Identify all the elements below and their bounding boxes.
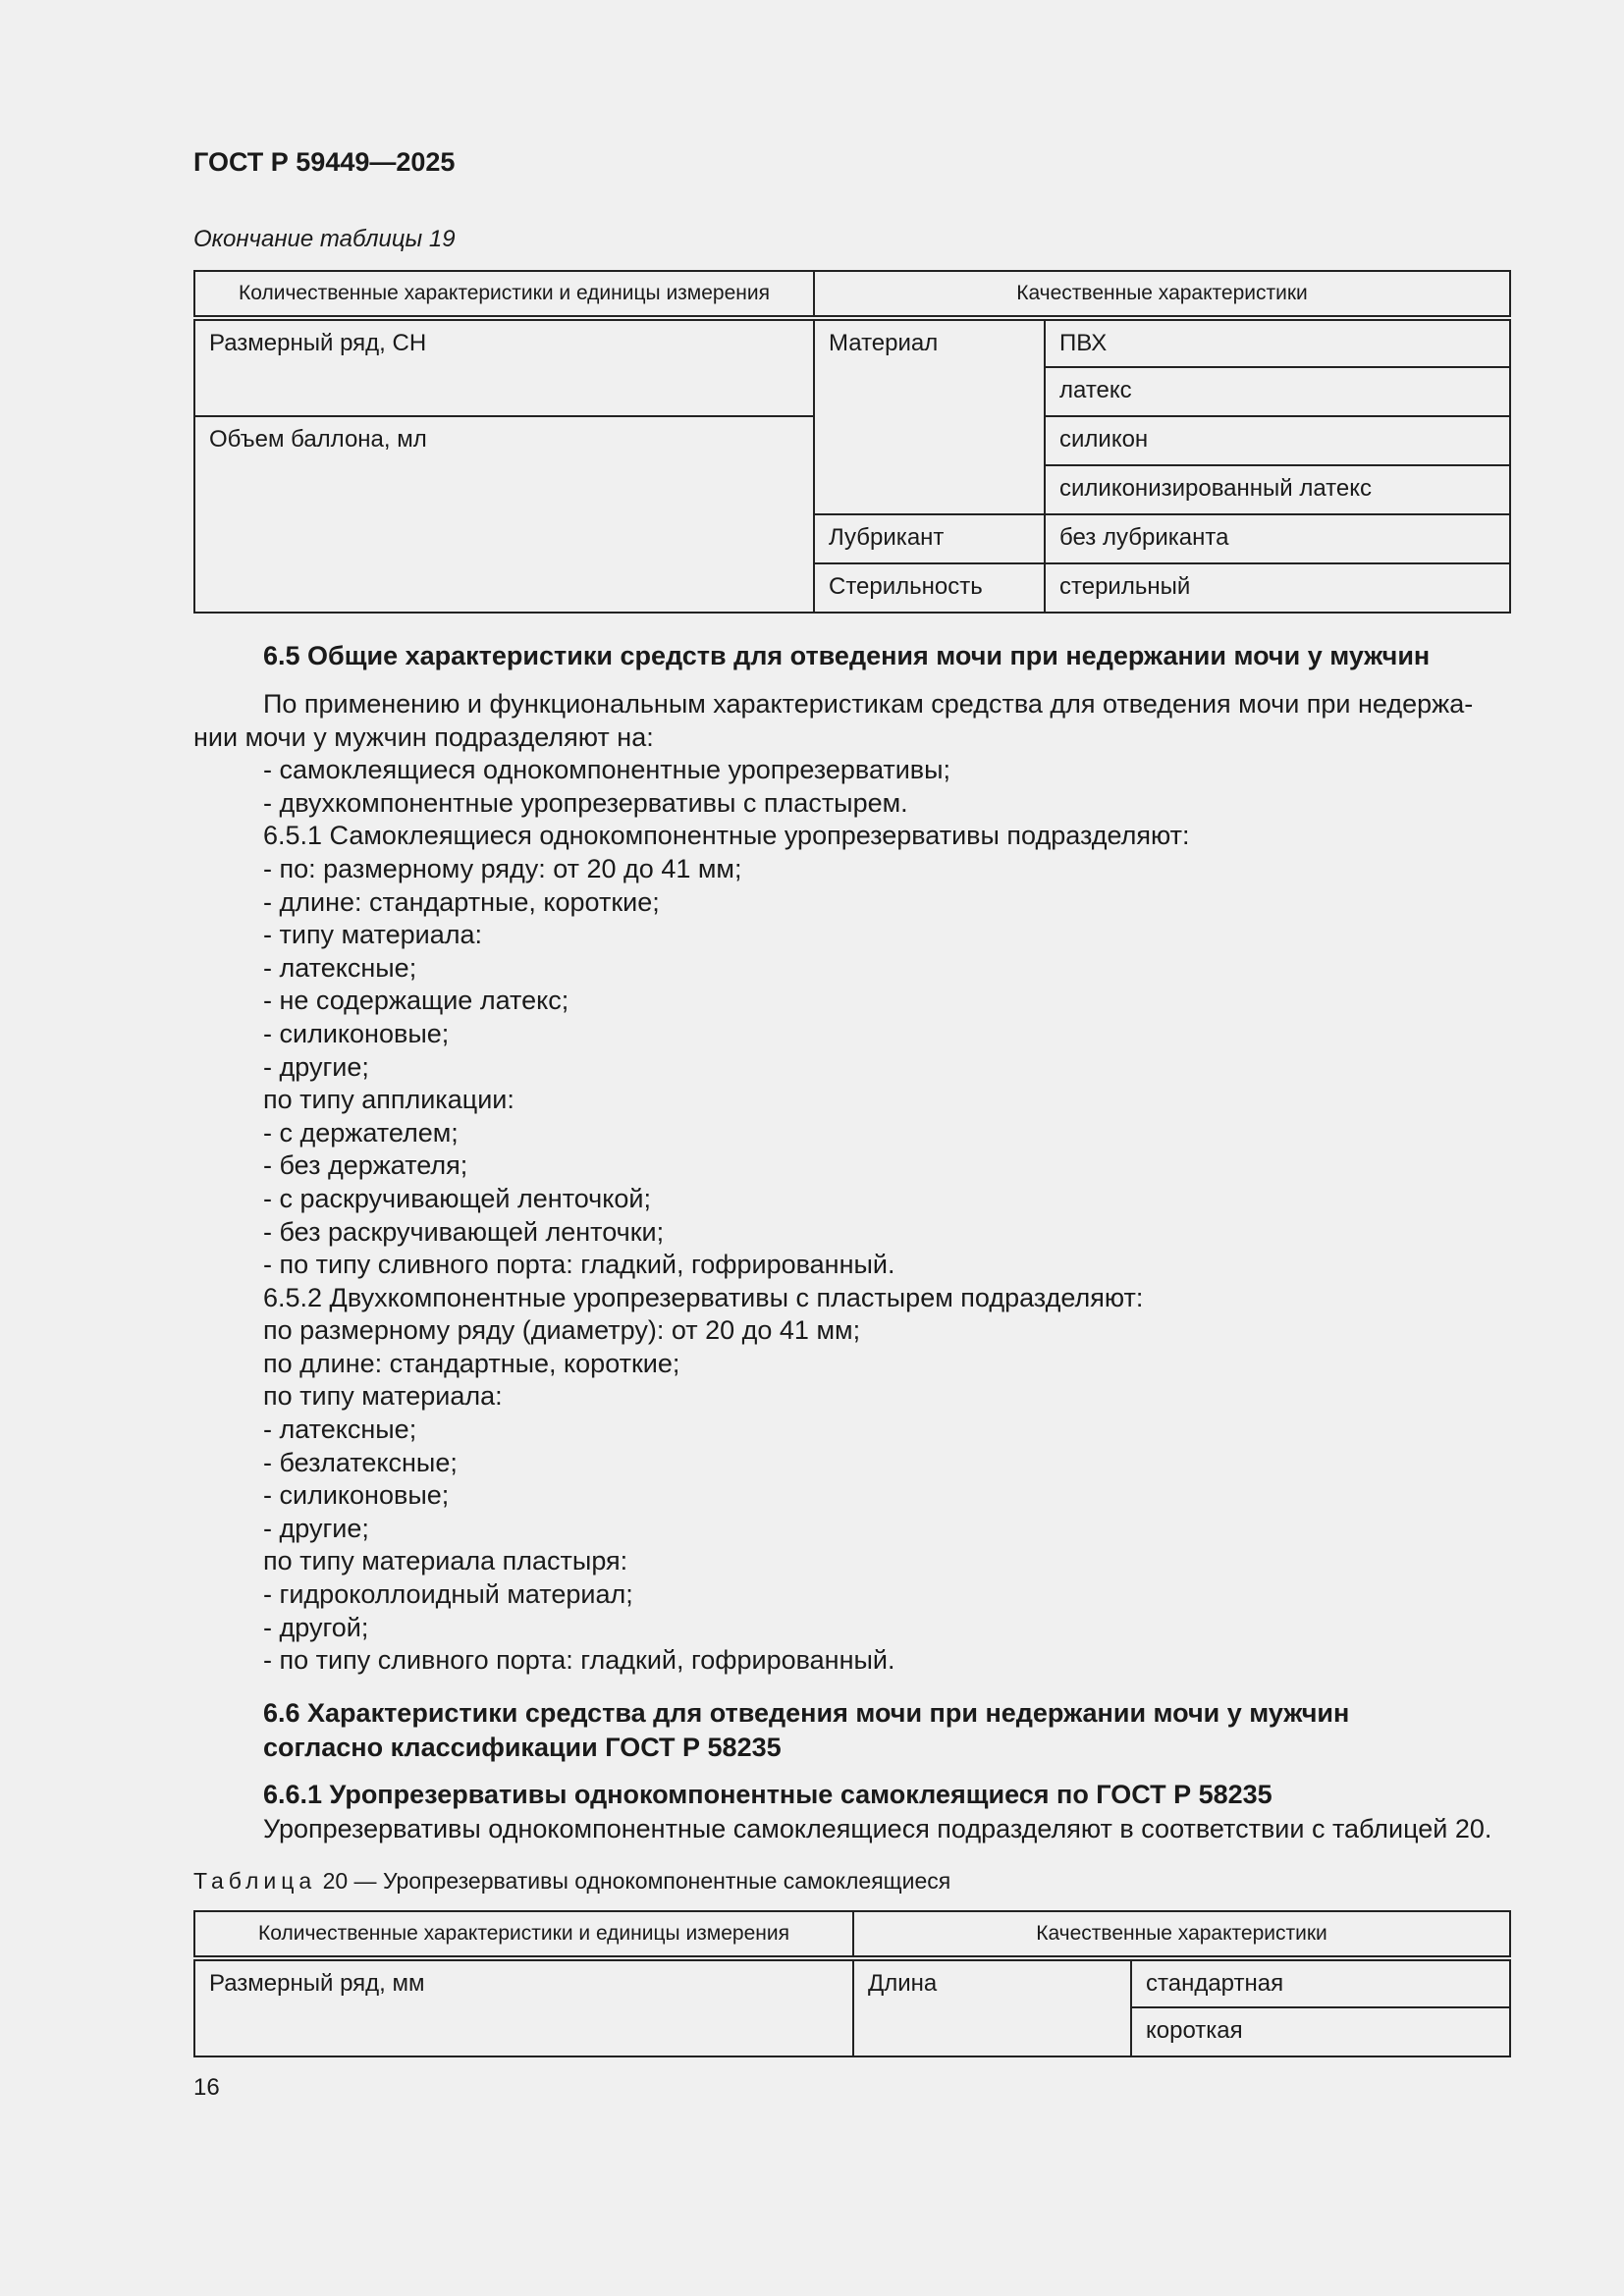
cell-sterility: Стерильность	[814, 563, 1045, 613]
subsection-6-5-2: 6.5.2 Двухкомпонентные уропрезервативы с пластырем подразделяют:	[263, 1282, 1144, 1312]
section-6-6-1-text: Уропрезервативы однокомпонентные самоклеящиеся подразделяют в соответствии с таблицей 20.	[263, 1814, 1492, 1843]
list-item: - с держателем;	[263, 1117, 459, 1148]
list-item: - не содержащие латекс;	[263, 986, 569, 1016]
table-title: 20 — Уропрезервативы однокомпонентные самоклеящиеся	[316, 1868, 951, 1894]
list-item: - по типу сливного порта: гладкий, гофрированный.	[263, 1645, 895, 1676]
list-item: - типу материала:	[263, 920, 483, 950]
cell-material: Материал	[814, 318, 1045, 514]
document-number: ГОСТ Р 59449—2025	[193, 147, 456, 177]
cell-lubricant: Лубрикант	[814, 514, 1045, 563]
list-item: - с раскручивающей ленточкой;	[263, 1183, 651, 1213]
section-6-6-heading: 6.6 Характеристики средства для отведения мочи при недержании мочи у мужчин	[263, 1698, 1350, 1728]
list-item: по длине: стандартные, короткие;	[263, 1348, 680, 1378]
column-header-qualitative: Качественные характеристики	[814, 271, 1510, 318]
column-header-quantitative: Количественные характеристики и единицы измерения	[194, 271, 814, 318]
table-19	[193, 270, 1511, 614]
cell-sterile: стерильный	[1045, 563, 1510, 613]
list-item: - латексные;	[263, 1415, 417, 1445]
list-item: - безлатексные;	[263, 1447, 458, 1477]
list-item: по размерному ряду (диаметру): от 20 до 41 мм;	[263, 1315, 861, 1346]
column-header-qualitative: Качественные характеристики	[853, 1911, 1510, 1958]
page-number: 16	[193, 2074, 220, 2101]
list-item: - другой;	[263, 1612, 369, 1642]
list-item: - по типу сливного порта: гладкий, гофрированный.	[263, 1250, 895, 1280]
text-line: нии мочи у мужчин подразделяют на:	[193, 721, 654, 752]
list-item: - без раскручивающей ленточки;	[263, 1216, 665, 1247]
list-item: - силиконовые;	[263, 1480, 450, 1511]
list-item: - другие;	[263, 1513, 369, 1543]
section-6-6-heading-continued: согласно классификации ГОСТ Р 58235	[263, 1733, 782, 1762]
list-item: - по: размерному ряду: от 20 до 41 мм;	[263, 853, 742, 883]
cell-silicone: силикон	[1045, 416, 1510, 465]
cell-standard: стандартная	[1131, 1958, 1510, 2007]
text-line: По применению и функциональным характеристикам средства для отведения мочи при недержа-	[263, 689, 1474, 719]
list-item: по типу материала пластыря:	[263, 1546, 628, 1576]
list-item: по типу аппликации:	[263, 1085, 514, 1115]
cell-balloon-volume: Объем баллона, мл	[194, 416, 814, 613]
section-6-5-body	[193, 688, 1473, 1678]
section-6-5-heading: 6.5 Общие характеристики средств для отведения мочи при недержании мочи у мужчин	[263, 641, 1431, 670]
cell-siliconized-latex: силиконизированный латекс	[1045, 465, 1510, 514]
list-item: - самоклеящиеся однокомпонентные уропрезервативы;	[263, 755, 951, 785]
table-label: Таблица	[193, 1868, 317, 1894]
list-item: - двухкомпонентные уропрезервативы с пластырем.	[263, 787, 908, 818]
cell-size-range: Размерный ряд, мм	[194, 1958, 853, 2056]
cell-no-lubricant: без лубриканта	[1045, 514, 1510, 563]
table-continuation-caption: Окончание таблицы 19	[193, 226, 456, 252]
list-item: - без держателя;	[263, 1150, 468, 1181]
list-item: - гидроколлоидный материал;	[263, 1579, 633, 1610]
list-item: - другие;	[263, 1051, 369, 1082]
list-item: - латексные;	[263, 952, 417, 983]
subsection-6-5-1: 6.5.1 Самоклеящиеся однокомпонентные уропрезервативы подразделяют:	[263, 821, 1190, 851]
cell-size-range: Размерный ряд, СН	[194, 318, 814, 416]
list-item: по типу материала:	[263, 1381, 503, 1412]
table-20-caption	[193, 1868, 950, 1895]
list-item: - силиконовые;	[263, 1018, 450, 1048]
section-6-6-1-heading: 6.6.1 Уропрезервативы однокомпонентные самоклеящиеся по ГОСТ Р 58235	[263, 1780, 1272, 1809]
cell-pvc: ПВХ	[1045, 318, 1510, 367]
list-item: - длине: стандартные, короткие;	[263, 886, 660, 917]
table-20	[193, 1910, 1511, 2057]
cell-short: короткая	[1131, 2007, 1510, 2056]
column-header-quantitative: Количественные характеристики и единицы измерения	[194, 1911, 853, 1958]
cell-latex: латекс	[1045, 367, 1510, 416]
cell-length: Длина	[853, 1958, 1131, 2056]
